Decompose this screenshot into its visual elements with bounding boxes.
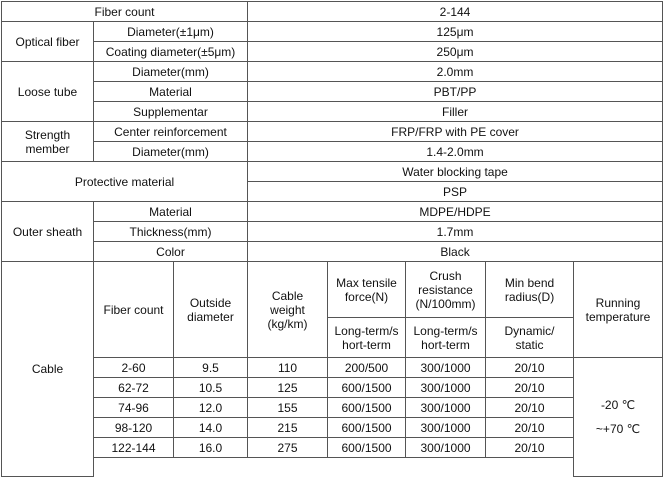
table-row: [2, 358, 663, 378]
protective-material-value-2: PSP: [248, 182, 663, 202]
table-row: [2, 418, 663, 438]
cell-outside-diameter: 12.0: [174, 398, 248, 418]
protective-material-value-1: Water blocking tape: [248, 162, 663, 182]
spec-row-optical-fiber-diameter: [2, 22, 663, 42]
cable-col-bend: [486, 262, 574, 318]
cell-running-temperature: [574, 358, 663, 477]
cable-weight-line2: weight: [270, 302, 305, 317]
loose-tube-supplementar-value: Filler: [248, 102, 663, 122]
strength-diameter-label: Diameter(mm): [94, 142, 248, 162]
cable-sub-bend: [486, 318, 574, 358]
cell-fiber-count: 98-120: [94, 418, 174, 438]
cell-outside-diameter: 10.5: [174, 378, 248, 398]
outside-diameter-line2: diameter: [187, 309, 234, 324]
spec-row-loose-tube-diameter: [2, 62, 663, 82]
cell-weight: 125: [248, 378, 328, 398]
loose-tube-material-value: PBT/PP: [248, 82, 663, 102]
cable-col-weight: [248, 262, 328, 358]
cable-weight-line1: Cable: [271, 288, 304, 303]
cell-bend: 20/10: [486, 398, 574, 418]
cell-tensile: 200/500: [328, 358, 406, 378]
tensile-line1: Max tensile: [336, 275, 397, 290]
running-line2: temperature: [585, 309, 651, 324]
cell-fiber-count: 74-96: [94, 398, 174, 418]
cell-outside-diameter: 9.5: [174, 358, 248, 378]
spec-row-strength-diameter: [2, 142, 663, 162]
outer-sheath-color-label: Color: [94, 242, 248, 262]
optical-fiber-label: Optical fiber: [2, 22, 94, 62]
cable-col-running-temperature: [574, 262, 663, 358]
cell-fiber-count: 62-72: [94, 378, 174, 398]
strength-center-label: Center reinforcement: [94, 122, 248, 142]
cell-tensile: 600/1500: [328, 418, 406, 438]
cable-sub-tensile: [328, 318, 406, 358]
loose-tube-label: Loose tube: [2, 62, 94, 122]
fiber-count-label: Fiber count: [2, 2, 248, 22]
optical-fiber-diameter-label: Diameter(±1μm): [94, 22, 248, 42]
crush-line2: resistance: [418, 282, 473, 297]
cell-outside-diameter: 16.0: [174, 438, 248, 458]
outer-sheath-thickness-value: 1.7mm: [248, 222, 663, 242]
sub-tensile-line2: hort-term: [342, 337, 391, 352]
cable-col-outside-diameter: [174, 262, 248, 358]
outer-sheath-thickness-label: Thickness(mm): [94, 222, 248, 242]
loose-tube-material-label: Material: [94, 82, 248, 102]
cable-col-fiber-count: Fiber count: [94, 262, 174, 358]
cell-bend: 20/10: [486, 438, 574, 458]
strength-member-label: [2, 122, 94, 162]
cell-weight: 275: [248, 438, 328, 458]
loose-tube-diameter-value: 2.0mm: [248, 62, 663, 82]
outer-sheath-material-value: MDPE/HDPE: [248, 202, 663, 222]
bend-line1: Min bend: [504, 275, 555, 290]
cell-bend: 20/10: [486, 418, 574, 438]
protective-material-label: Protective material: [2, 162, 248, 202]
cable-spec-table: [1, 1, 663, 477]
cell-bend: 20/10: [486, 378, 574, 398]
strength-center-value: FRP/FRP with PE cover: [248, 122, 663, 142]
spec-row-sheath-color: [2, 242, 663, 262]
cell-tensile: 600/1500: [328, 398, 406, 418]
temperature-line2: ~+70 ℃: [595, 422, 641, 436]
outer-sheath-color-value: Black: [248, 242, 663, 262]
spec-row-optical-fiber-coating: [2, 42, 663, 62]
outer-sheath-label: Outer sheath: [2, 202, 94, 262]
table-row: [2, 438, 663, 458]
temperature-line1: -20 ℃: [600, 398, 636, 412]
spec-row-sheath-material: [2, 202, 663, 222]
cell-weight: 110: [248, 358, 328, 378]
optical-fiber-coating-value: 250μm: [248, 42, 663, 62]
cell-crush: 300/1000: [406, 358, 486, 378]
loose-tube-supplementar-label: Supplementar: [94, 102, 248, 122]
spec-row-fiber-count: [2, 2, 663, 22]
spec-row-sheath-thickness: [2, 222, 663, 242]
cell-tensile: 600/1500: [328, 438, 406, 458]
optical-fiber-coating-label: Coating diameter(±5μm): [94, 42, 248, 62]
crush-line1: Crush: [429, 268, 462, 283]
spec-row-strength-center: [2, 122, 663, 142]
cell-tensile: 600/1500: [328, 378, 406, 398]
cell-crush: 300/1000: [406, 398, 486, 418]
cable-sub-crush: [406, 318, 486, 358]
spec-row-protective-1: [2, 162, 663, 182]
outer-sheath-material-label: Material: [94, 202, 248, 222]
crush-line3: (N/100mm): [415, 296, 476, 311]
cable-weight-line3: (kg/km): [267, 316, 308, 331]
cell-fiber-count: 2-60: [94, 358, 174, 378]
spec-row-loose-tube-material: [2, 82, 663, 102]
cable-col-tensile: [328, 262, 406, 318]
cell-crush: 300/1000: [406, 418, 486, 438]
cell-outside-diameter: 14.0: [174, 418, 248, 438]
table-row: [2, 398, 663, 418]
sub-bend-line2: static: [515, 337, 544, 352]
fiber-count-value: 2-144: [248, 2, 663, 22]
strength-member-label-line1: Strength: [24, 127, 71, 142]
running-line1: Running: [595, 295, 641, 310]
sub-bend-line1: Dynamic/: [504, 323, 555, 338]
cell-crush: 300/1000: [406, 378, 486, 398]
sub-crush-line2: hort-term: [421, 337, 470, 352]
table-row: [2, 378, 663, 398]
outside-diameter-line1: Outside: [189, 295, 232, 310]
cell-weight: 215: [248, 418, 328, 438]
cell-crush: 300/1000: [406, 438, 486, 458]
cable-label: Cable: [2, 262, 94, 477]
cable-col-crush: [406, 262, 486, 318]
strength-diameter-value: 1.4-2.0mm: [248, 142, 663, 162]
table-spacer-row: [2, 458, 663, 477]
spec-row-loose-tube-supplementar: [2, 102, 663, 122]
sub-crush-line1: Long-term/s: [413, 323, 478, 338]
cell-weight: 155: [248, 398, 328, 418]
bend-line2: radius(D): [504, 289, 555, 304]
cable-header-row: [2, 262, 663, 318]
loose-tube-diameter-label: Diameter(mm): [94, 62, 248, 82]
cell-fiber-count: 122-144: [94, 438, 174, 458]
sub-tensile-line1: Long-term/s: [334, 323, 399, 338]
cell-bend: 20/10: [486, 358, 574, 378]
tensile-line2: force(N): [344, 289, 389, 304]
optical-fiber-diameter-value: 125μm: [248, 22, 663, 42]
strength-member-label-line2: member: [25, 141, 70, 156]
